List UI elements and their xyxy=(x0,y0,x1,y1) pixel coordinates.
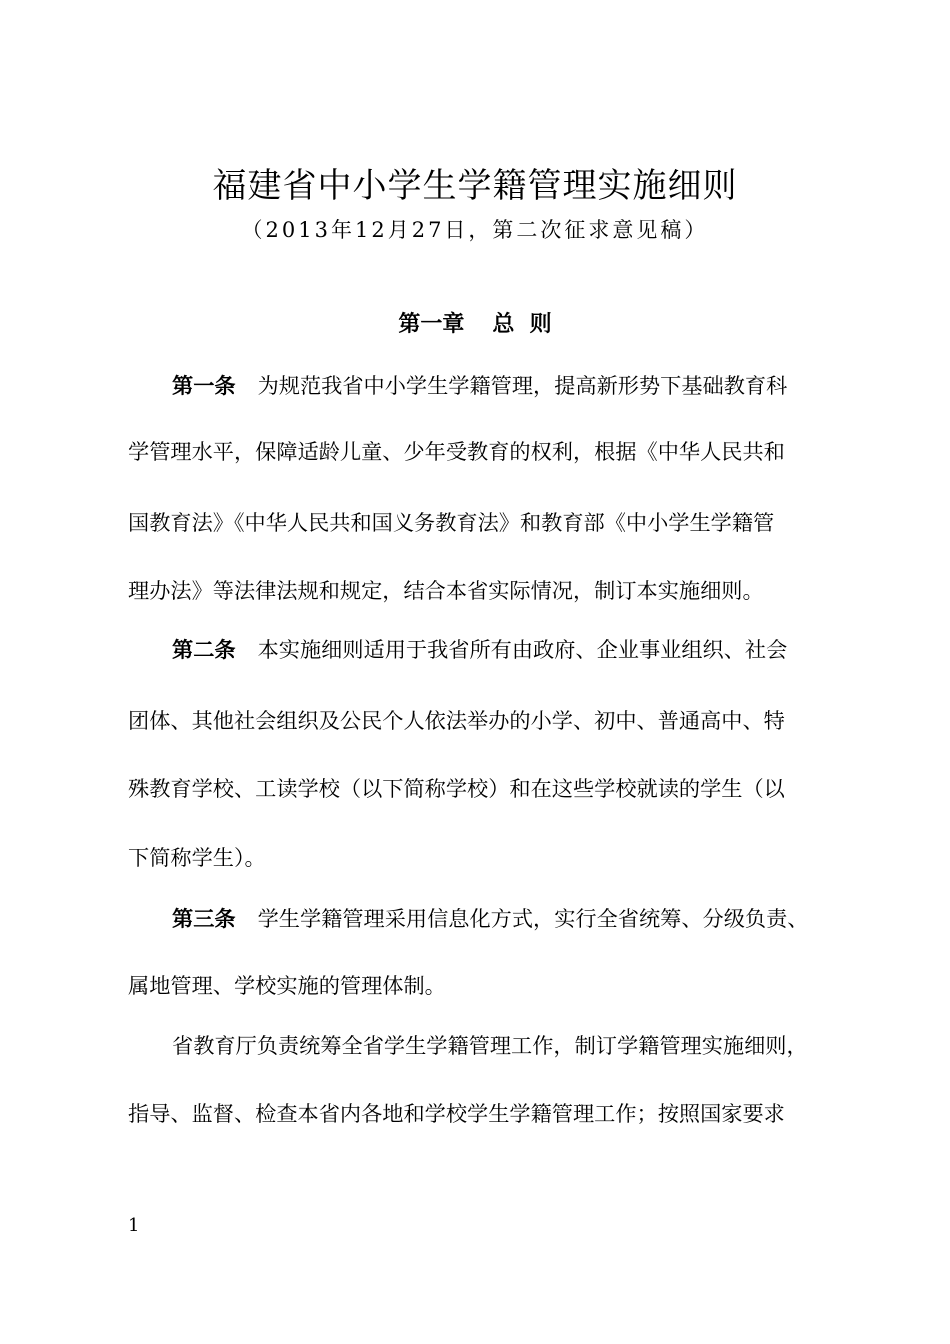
article-2-line-3: 殊教育学校、工读学校（以下简称学校）和在这些学校就读的学生（以 xyxy=(128,776,785,801)
article-3-heading: 第三条 xyxy=(172,906,236,931)
article-3-line-1 xyxy=(172,903,808,935)
article-1-heading: 第一条 xyxy=(172,373,236,398)
document-title: 福建省中小学生学籍管理实施细则 xyxy=(212,166,738,206)
article-2-line-4: 下简称学生）。 xyxy=(128,845,266,870)
article-1-line-3: 国教育法》《中华人民共和国义务教育法》和教育部《中小学生学籍管 xyxy=(128,510,775,535)
chapter-heading xyxy=(0,309,950,341)
article-1-line-1 xyxy=(172,370,787,402)
article-1-line-4: 理办法》等法律法规和规定，结合本省实际情况，制订本实施细则。 xyxy=(128,578,764,603)
page-number: 1 xyxy=(128,1215,140,1236)
chapter-name: 总 则 xyxy=(492,312,552,337)
article-2-text-1: 本实施细则适用于我省所有由政府、企业事业组织、社会 xyxy=(257,637,788,662)
article-2-heading: 第二条 xyxy=(172,637,236,662)
paragraph-line-2: 指导、监督、检查本省内各地和学校学生学籍管理工作；按照国家要求 xyxy=(128,1101,785,1126)
article-3-text-1: 学生学籍管理采用信息化方式，实行全省统筹、分级负责、 xyxy=(257,906,809,931)
article-1-text-1: 为规范我省中小学生学籍管理，提高新形势下基础教育科 xyxy=(257,373,788,398)
article-2-line-1 xyxy=(172,634,787,666)
paragraph-line-1: 省教育厅负责统筹全省学生学籍管理工作，制订学籍管理实施细则， xyxy=(172,1033,808,1058)
article-2-line-2: 团体、其他社会组织及公民个人依法举办的小学、初中、普通高中、特 xyxy=(128,708,785,733)
article-3-line-2: 属地管理、学校实施的管理体制。 xyxy=(128,973,446,998)
document-subtitle: （2013年12月27日，第二次征求意见稿） xyxy=(241,218,709,242)
chapter-number: 第一章 xyxy=(398,312,465,337)
article-1-line-2: 学管理水平，保障适龄儿童、少年受教育的权利，根据《中华人民共和 xyxy=(128,439,785,464)
